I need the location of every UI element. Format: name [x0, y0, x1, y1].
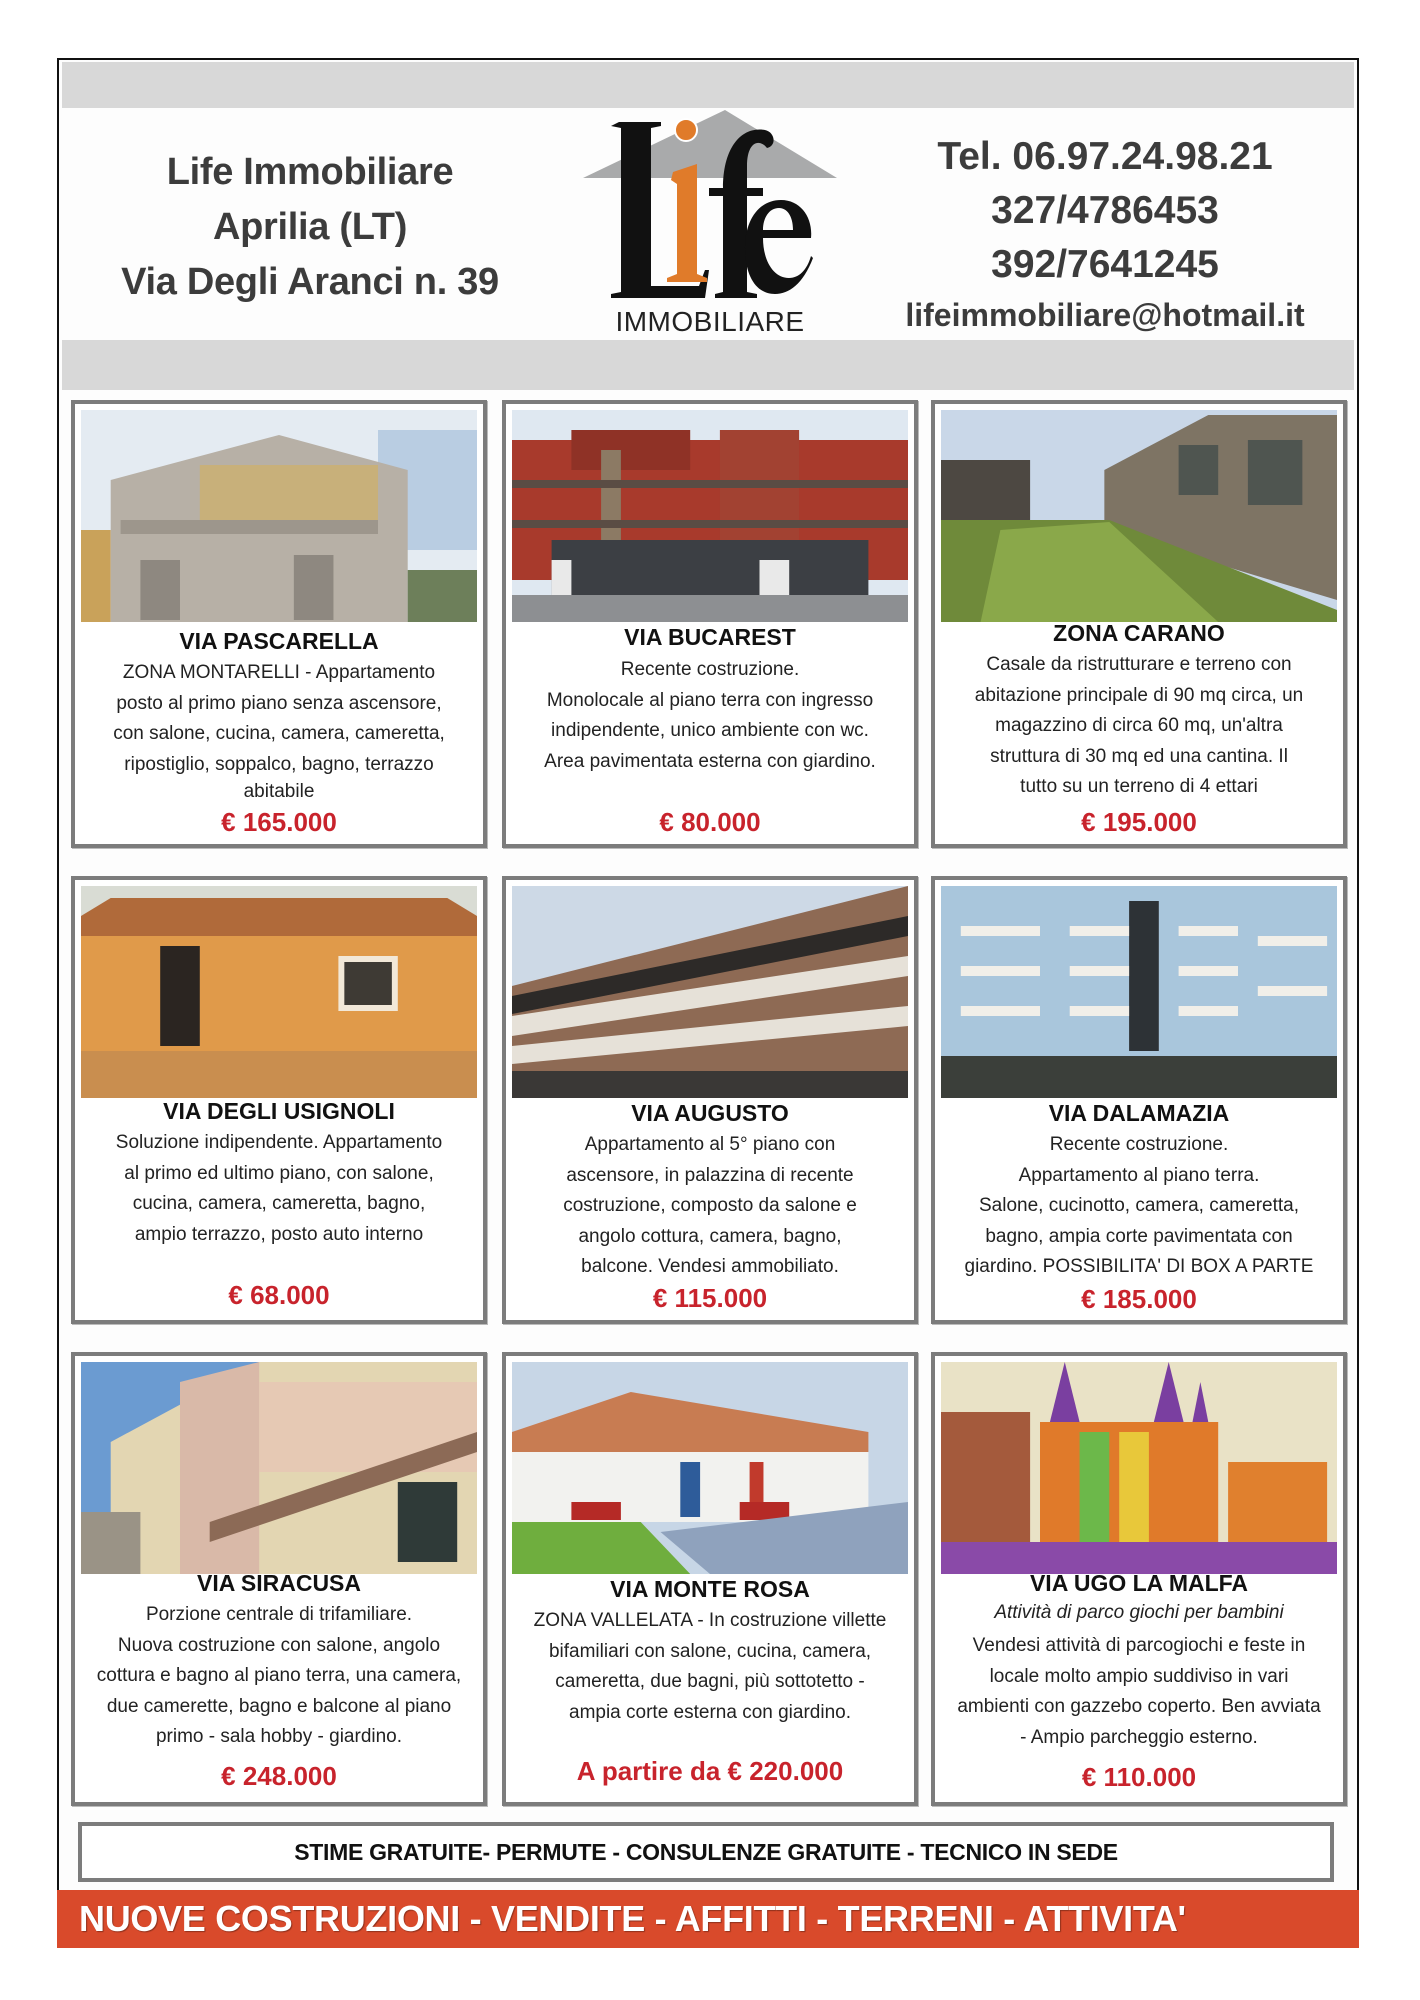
description-line: Monolocale al piano terra con ingresso	[546, 689, 874, 711]
listing-card[interactable]	[71, 400, 487, 848]
listing-title: VIA UGO LA MALFA	[1029, 1570, 1249, 1596]
description-line: giardino. POSSIBILITA' DI BOX A PARTE	[964, 1256, 1314, 1277]
listing-price: € 68.000	[228, 1280, 330, 1310]
header-top-band	[62, 62, 1354, 108]
description-line: al primo ed ultimo piano, con salone,	[124, 1162, 434, 1184]
listing-card[interactable]	[502, 1352, 918, 1806]
company-street: Via Degli Aranci n. 39	[121, 261, 499, 303]
description-line: Appartamento al 5° piano con	[584, 1134, 836, 1155]
description-line: indipendente, unico ambiente con wc.	[551, 720, 869, 741]
description-line: ZONA MONTARELLI - Appartamento	[122, 662, 436, 683]
listing-description	[510, 655, 910, 777]
listing-title: VIA DEGLI USIGNOLI	[163, 1098, 395, 1124]
company-address	[100, 145, 520, 310]
contact-info	[880, 130, 1330, 338]
description-line: magazzino di circa 60 mq, un'altra	[995, 715, 1283, 736]
description-line: Recente costruzione.	[1049, 1134, 1229, 1155]
listing-title: VIA MONTE ROSA	[610, 1576, 810, 1602]
description-line: cottura e bagno al piano terra, una camera,	[96, 1665, 462, 1686]
description-line: abitazione principale di 90 mq circa, un	[974, 684, 1304, 706]
description-line: posto al primo piano senza ascensore,	[116, 692, 442, 714]
listing-description	[939, 1631, 1339, 1753]
listing-title: VIA AUGUSTO	[631, 1100, 789, 1126]
property-photo	[81, 1362, 477, 1574]
property-photo	[941, 1362, 1337, 1574]
property-photo	[512, 1362, 908, 1574]
description-line: balcone. Vendesi ammobiliato.	[581, 1256, 839, 1277]
description-line: costruzione, composto da salone e	[563, 1195, 857, 1216]
email-link[interactable]: lifeimmobiliare@hotmail.it	[905, 297, 1305, 333]
description-line: bagno, ampia corte pavimentata con	[985, 1225, 1293, 1247]
description-line: abitabile	[243, 781, 315, 802]
listing-title: VIA PASCARELLA	[179, 628, 379, 654]
description-line: Salone, cucinotto, camera, cameretta,	[979, 1195, 1299, 1216]
description-line: ZONA VALLELATA - In costruzione villette	[533, 1610, 887, 1631]
description-line: Soluzione indipendente. Appartamento	[115, 1132, 443, 1153]
description-line: cameretta, due bagni, più sottotetto -	[555, 1671, 865, 1692]
listing-price: € 110.000	[1081, 1762, 1197, 1792]
listing-card[interactable]	[71, 876, 487, 1324]
logo-subtext: IMMOBILIARE	[615, 306, 805, 337]
listing-price: € 80.000	[659, 807, 761, 837]
property-photo	[512, 886, 908, 1098]
description-line: Appartamento al piano terra.	[1018, 1164, 1260, 1186]
description-line: ampia corte esterna con giardino.	[569, 1701, 851, 1723]
description-line: Nuova costruzione con salone, angolo	[117, 1634, 441, 1656]
listing-price: € 185.000	[1081, 1284, 1197, 1314]
life-immobiliare-logo	[575, 108, 845, 338]
listing-title: VIA SIRACUSA	[197, 1570, 361, 1596]
description-line: cucina, camera, cameretta, bagno,	[132, 1193, 426, 1214]
listing-description	[510, 1130, 910, 1283]
phone-landline[interactable]: Tel. 06.97.24.98.21	[937, 135, 1273, 178]
listing-price: A partire da € 220.000	[576, 1756, 844, 1786]
listing-title: ZONA CARANO	[1053, 620, 1225, 646]
listing-description	[939, 1130, 1339, 1283]
description-line: ambienti con gazzebo coperto. Ben avviata	[957, 1696, 1321, 1717]
listing-description	[79, 1128, 479, 1250]
phone-mobile-1[interactable]: 327/4786453	[991, 189, 1219, 232]
listing-description	[79, 1600, 479, 1753]
phone-mobile-2[interactable]: 392/7641245	[991, 243, 1219, 286]
description-line: locale molto ampio suddiviso in vari	[989, 1665, 1289, 1687]
listing-description	[510, 1606, 910, 1728]
listing-card[interactable]	[931, 876, 1347, 1324]
description-line: tutto su un terreno di 4 ettari	[1020, 776, 1258, 797]
description-line: ampio terrazzo, posto auto interno	[134, 1223, 424, 1245]
description-line: Area pavimentata esterna con giardino.	[544, 750, 876, 772]
listing-price: € 165.000	[221, 807, 337, 837]
description-line: Vendesi attività di parcogiochi e feste in	[972, 1635, 1306, 1656]
house-logo-icon	[575, 108, 845, 308]
listing-title: VIA DALAMAZIA	[1048, 1100, 1230, 1126]
company-name: Life Immobiliare	[166, 151, 454, 193]
listing-subtitle: Attività di parco giochi per bambini	[994, 1602, 1284, 1623]
description-line: con salone, cucina, camera, cameretta,	[113, 723, 445, 744]
description-line: ripostiglio, soppalco, bagno, terrazzo	[124, 753, 434, 775]
description-line: Recente costruzione.	[620, 659, 800, 680]
listing-card[interactable]	[502, 400, 918, 848]
property-photo	[512, 410, 908, 622]
description-line: Casale da ristrutturare e terreno con	[986, 654, 1292, 675]
listing-title: VIA BUCAREST	[624, 624, 796, 650]
description-line: Porzione centrale di trifamiliare.	[145, 1604, 413, 1625]
services-box: STIME GRATUITE- PERMUTE - CONSULENZE GRATUITE - TECNICO IN SEDE	[78, 1822, 1334, 1882]
services-banner: NUOVE COSTRUZIONI - VENDITE - AFFITTI - TERRENI - ATTIVITA'	[57, 1890, 1359, 1948]
listing-price: € 248.000	[221, 1761, 337, 1791]
listing-description	[939, 650, 1339, 803]
listing-card[interactable]	[931, 1352, 1347, 1806]
property-photo	[941, 886, 1337, 1098]
listing-card[interactable]	[931, 400, 1347, 848]
listing-description	[79, 658, 479, 804]
property-photo	[81, 886, 477, 1098]
listing-card[interactable]	[502, 876, 918, 1324]
property-photo	[81, 410, 477, 622]
company-city: Aprilia (LT)	[212, 206, 408, 248]
description-line: - Ampio parcheggio esterno.	[1020, 1726, 1258, 1748]
description-line: bifamiliari con salone, cucina, camera,	[548, 1640, 872, 1662]
listing-price: € 195.000	[1081, 807, 1197, 837]
description-line: angolo cottura, camera, bagno,	[578, 1225, 842, 1247]
property-photo	[941, 410, 1337, 622]
header-bottom-band	[62, 340, 1354, 390]
description-line: due camerette, bagno e balcone al piano	[106, 1695, 452, 1717]
listing-card[interactable]	[71, 1352, 487, 1806]
listing-price: € 115.000	[652, 1283, 768, 1313]
description-line: primo - sala hobby - giardino.	[155, 1726, 403, 1747]
description-line: struttura di 30 mq ed una cantina. Il	[990, 745, 1288, 767]
description-line: ascensore, in palazzina di recente	[566, 1164, 854, 1186]
